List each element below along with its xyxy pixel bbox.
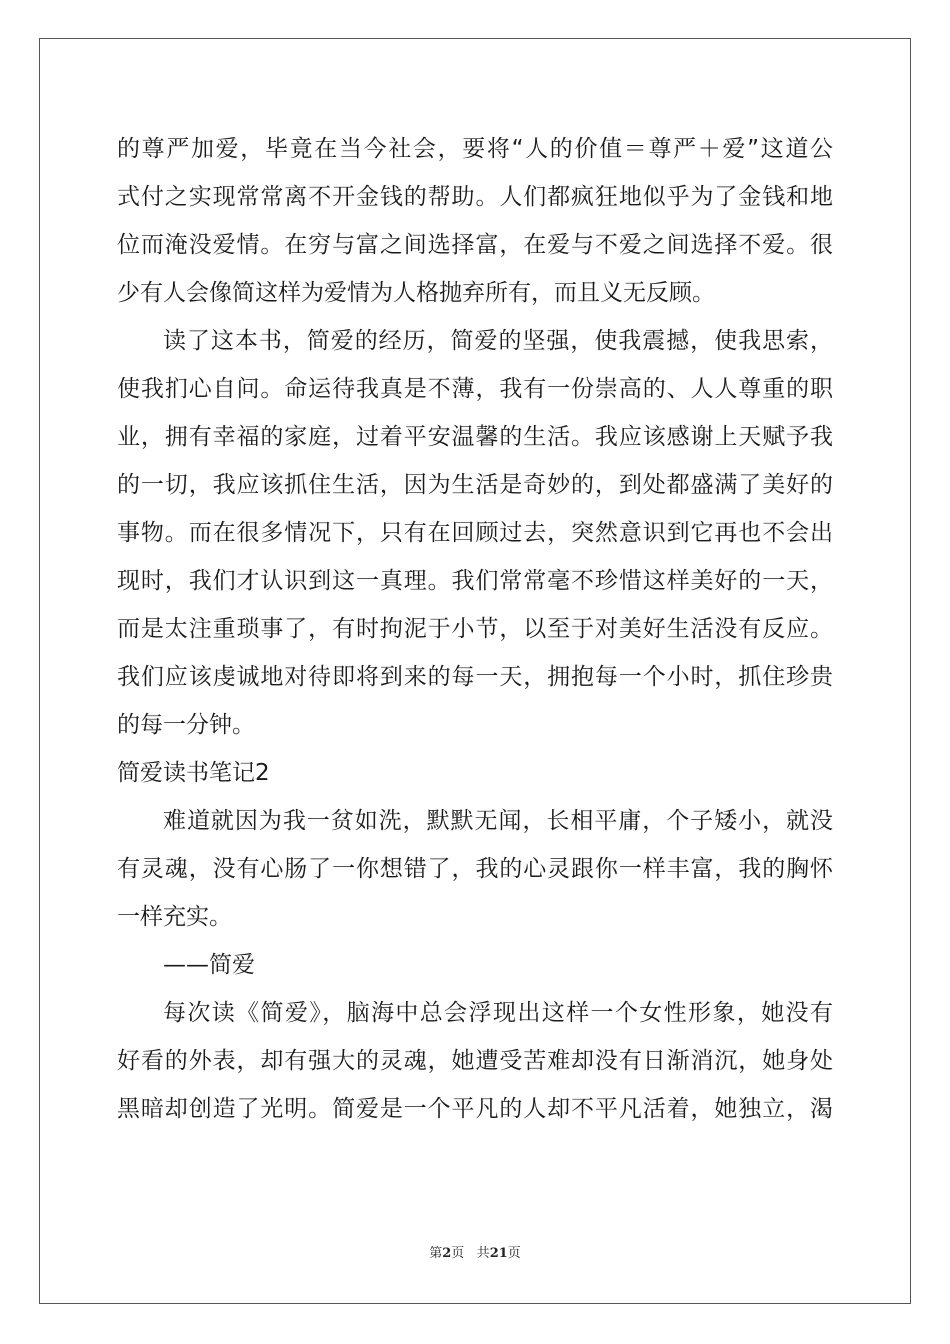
total-pages: 21 <box>489 1246 508 1261</box>
text-line: 使我扪心自问。命运待我真是不薄，我有一份崇高的、人人尊重的职 <box>117 376 833 402</box>
text-line: 难道就因为我一贫如洗，默默无闻，长相平庸，个子矮小，就没 <box>163 808 833 834</box>
text-line: 少有人会像简这样为爱情为人格抛弃所有，而且义无反顾。 <box>117 280 715 306</box>
page-footer <box>0 1242 950 1261</box>
section-heading: 简爱读书笔记2 <box>117 760 270 786</box>
text-line: 而是太注重琐事了，有时拘泥于小节，以至于对美好生活没有反应。 <box>117 616 833 642</box>
total-unit: 页 <box>507 1246 521 1261</box>
text-line: 事物。而在很多情况下，只有在回顾过去，突然意识到它再也不会出 <box>117 520 833 546</box>
text-line: 的尊严加爱，毕竟在当今社会，要将“人的价值＝尊严＋爱”这道公 <box>117 136 833 162</box>
text-line: 每次读《简爱》，脑海中总会浮现出这样一个女性形象，她没有 <box>163 1000 833 1026</box>
text-line: 式付之实现常常离不开金钱的帮助。人们都疯狂地似乎为了金钱和地 <box>117 184 833 210</box>
quote-attribution: ——简爱 <box>163 952 255 978</box>
text-line: 的每一分钟。 <box>117 712 255 738</box>
text-line: 的一切，我应该抓住生活，因为生活是奇妙的，到处都盛满了美好的 <box>117 472 833 498</box>
text-line: 现时，我们才认识到这一真理。我们常常毫不珍惜这样美好的一天， <box>117 568 833 594</box>
text-line: 读了这本书，简爱的经历，简爱的坚强，使我震撼，使我思索， <box>163 328 833 354</box>
text-line: 黑暗却创造了光明。简爱是一个平凡的人却不平凡活着，她独立，渴 <box>117 1096 833 1122</box>
page-unit: 页 <box>451 1246 465 1261</box>
page-number: 2 <box>442 1246 452 1261</box>
text-line: 一样充实。 <box>117 904 232 930</box>
text-line: 有灵魂，没有心肠了一你想错了，我的心灵跟你一样丰富，我的胸怀 <box>117 856 833 882</box>
text-line: 我们应该虔诚地对待即将到来的每一天，拥抱每一个小时，抓住珍贵 <box>117 664 833 690</box>
text-line: 好看的外表，却有强大的灵魂，她遭受苦难却没有日渐消沉，她身处 <box>117 1048 833 1074</box>
page-prefix: 第 <box>429 1246 443 1261</box>
total-prefix: 共 <box>476 1246 490 1261</box>
text-line: 位而淹没爱情。在穷与富之间选择富，在爱与不爱之间选择不爱。很 <box>117 232 833 258</box>
text-line: 业，拥有幸福的家庭，过着平安温馨的生活。我应该感谢上天赋予我 <box>117 424 833 450</box>
document-body <box>117 125 833 1133</box>
